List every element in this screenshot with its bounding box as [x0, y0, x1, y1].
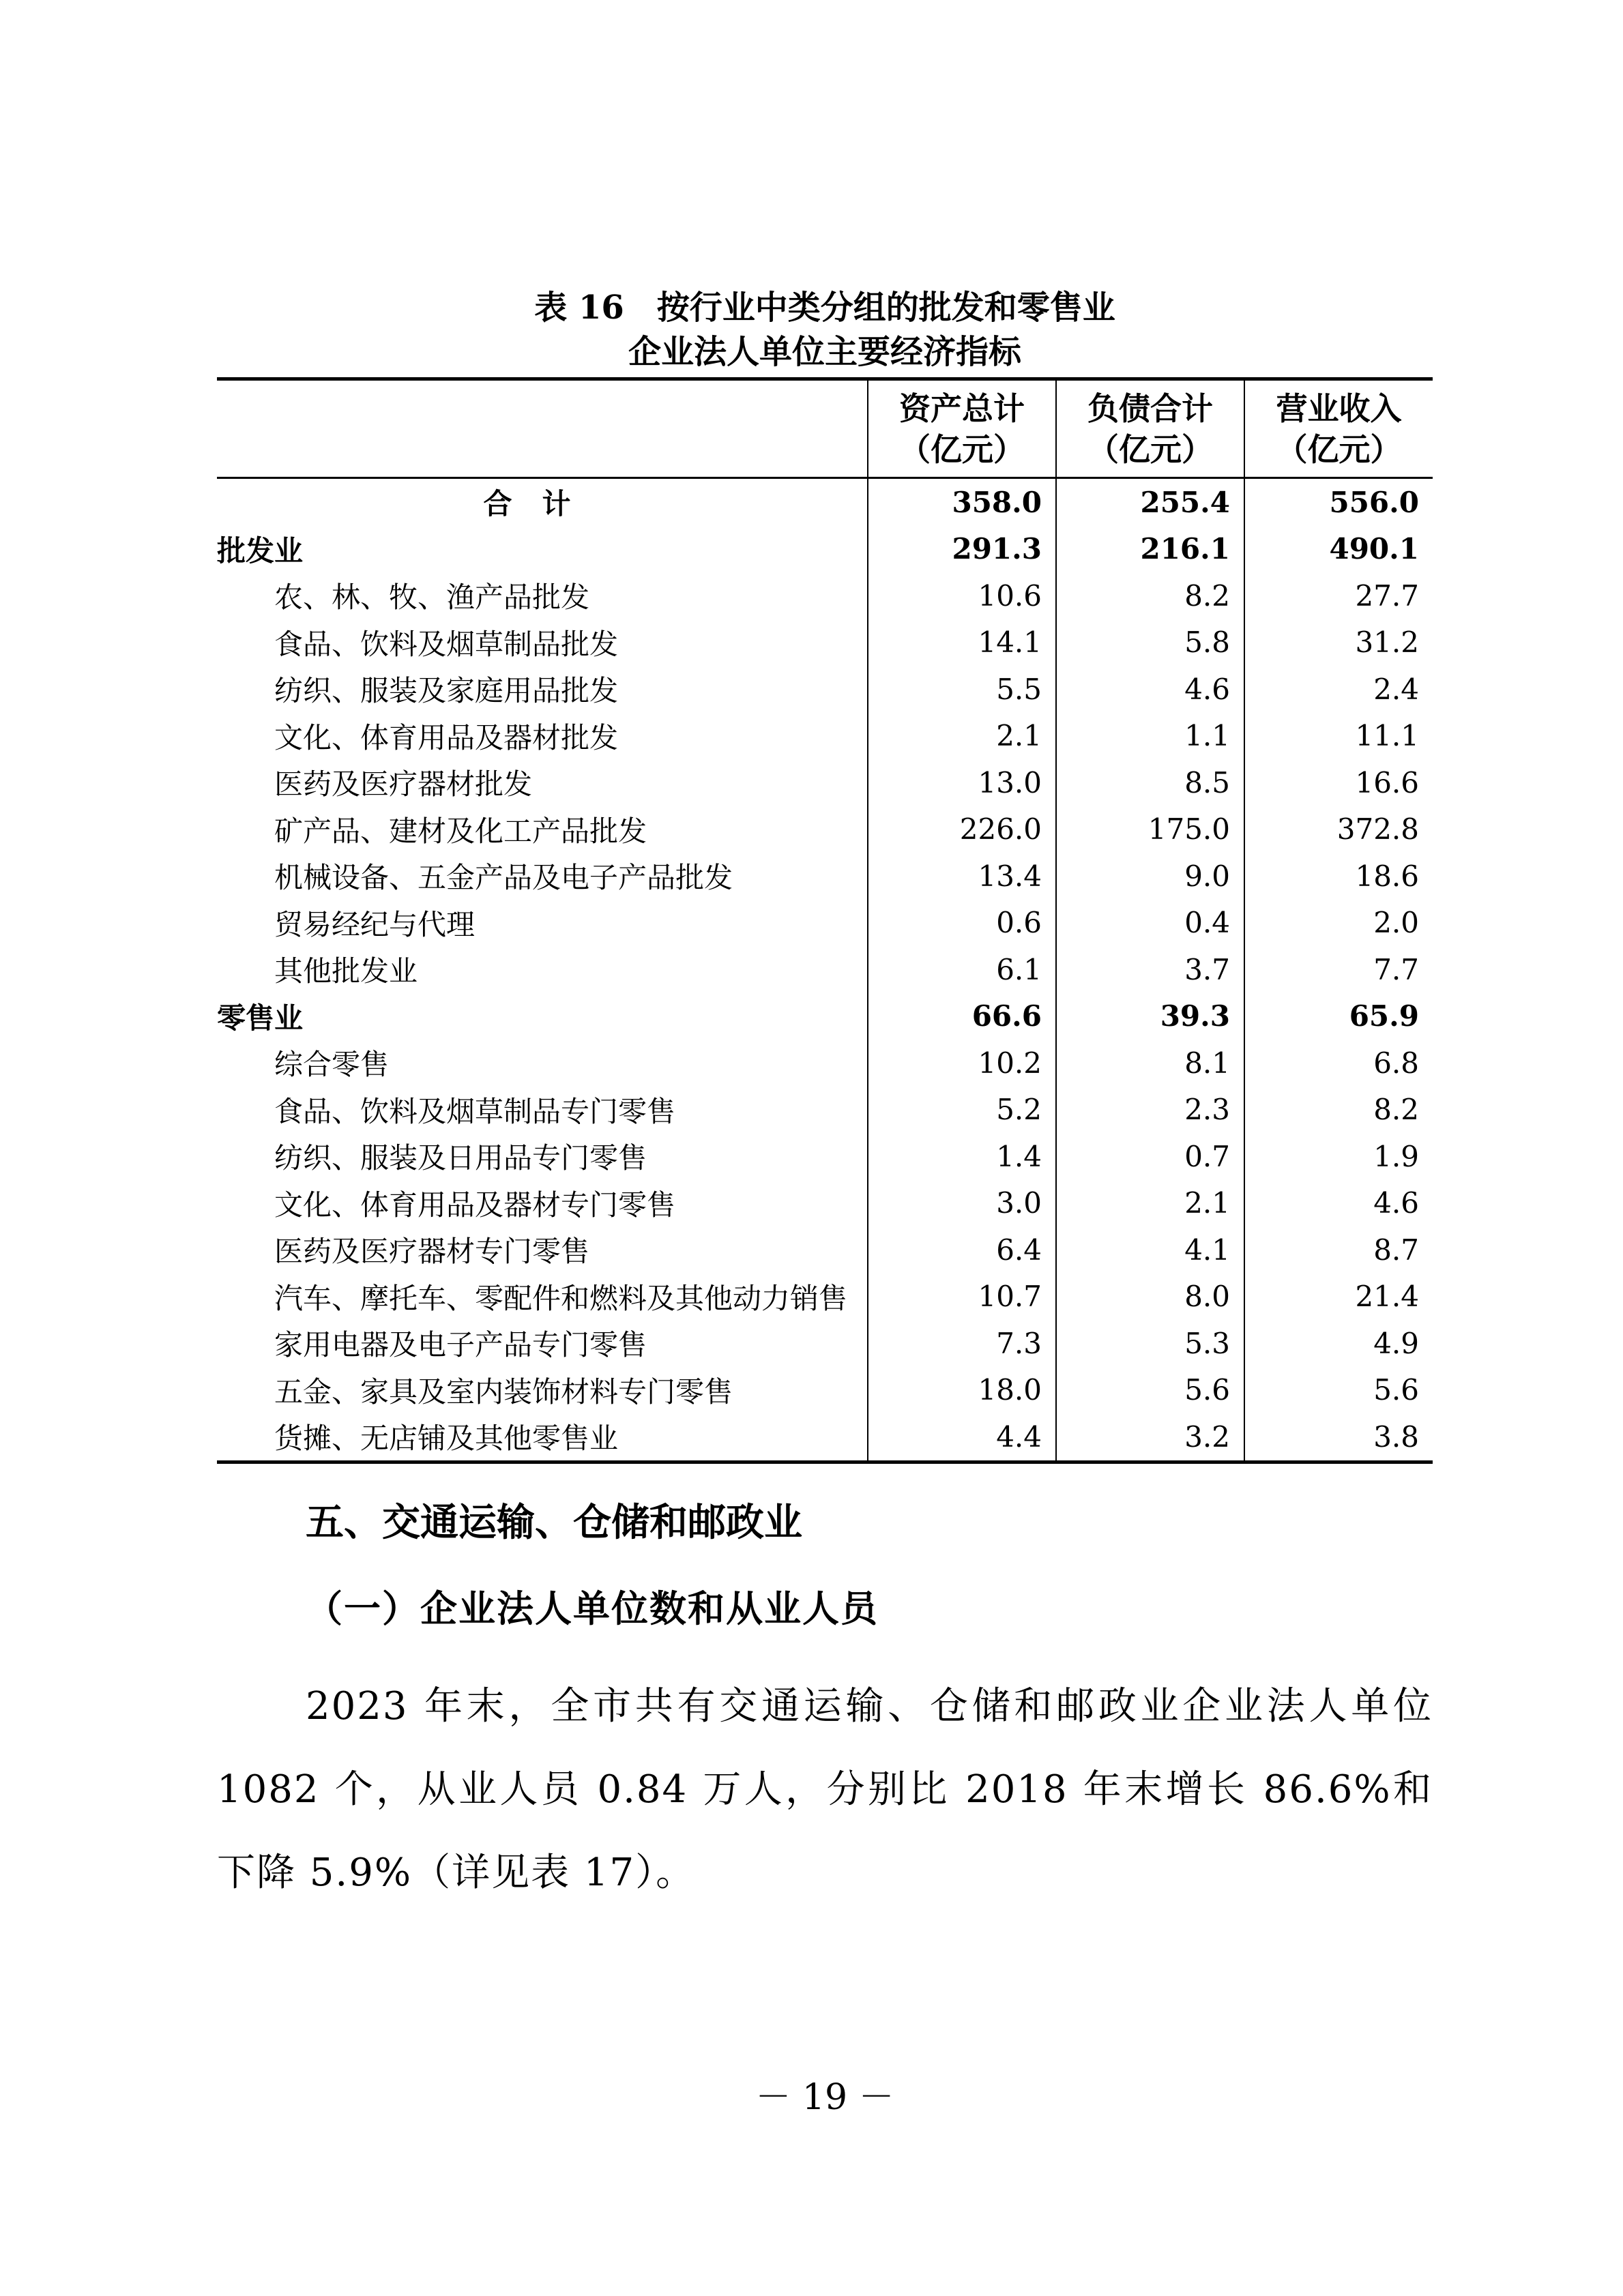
row-label: 五金、家具及室内装饰材料专门零售: [274, 1374, 733, 1409]
row-value: 0.6: [868, 900, 1056, 947]
row-value: 556.0: [1244, 478, 1433, 526]
row-label: 汽车、摩托车、零配件和燃料及其他动力销售: [274, 1281, 848, 1315]
row-value: 4.1: [1056, 1226, 1244, 1274]
row-value: 5.3: [1056, 1320, 1244, 1367]
row-value: 18.0: [868, 1367, 1056, 1414]
row-value: 2.1: [868, 713, 1056, 760]
body-paragraph: 2023 年末，全市共有交通运输、仓储和邮政业企业法人单位 1082 个，从业人员 0.84 万人，分别比 2018 年末增长 86.6%和下降 5.9%（详见表 17）。: [217, 1684, 1433, 1895]
row-value: 0.4: [1056, 900, 1244, 947]
row-value: 3.8: [1244, 1413, 1433, 1462]
row-value: 226.0: [868, 806, 1056, 853]
row-value: 3.0: [868, 1180, 1056, 1227]
row-value: 3.7: [1056, 946, 1244, 993]
row-label: 纺织、服装及家庭用品批发: [274, 674, 619, 708]
economic-indicators-table: [217, 377, 1433, 1464]
table-row: [217, 1087, 1433, 1134]
row-value: 1.9: [1244, 1133, 1433, 1180]
row-label: 医药及医疗器材批发: [274, 767, 533, 801]
row-value: 10.6: [868, 572, 1056, 619]
row-label: 批发业: [217, 533, 304, 568]
table-row: [217, 1413, 1433, 1462]
row-label: 文化、体育用品及器材批发: [274, 720, 619, 754]
row-value: 11.1: [1244, 713, 1433, 760]
row-label: 纺织、服装及日用品专门零售: [274, 1141, 647, 1175]
row-value: 291.3: [868, 526, 1056, 573]
row-value: 358.0: [868, 478, 1056, 526]
table-header-row: [217, 379, 1433, 478]
row-label: 贸易经纪与代理: [274, 907, 476, 941]
row-value: 10.2: [868, 1040, 1056, 1087]
row-value: 21.4: [1244, 1274, 1433, 1321]
row-value: 7.3: [868, 1320, 1056, 1367]
row-value: 16.6: [1244, 759, 1433, 806]
row-value: 8.0: [1056, 1274, 1244, 1321]
row-value: 65.9: [1244, 993, 1433, 1040]
row-value: 8.5: [1056, 759, 1244, 806]
row-value: 5.5: [868, 666, 1056, 713]
table-row: [217, 1367, 1433, 1414]
row-label: 货摊、无店铺及其他零售业: [217, 1413, 868, 1462]
table-row: [217, 946, 1433, 993]
category-row: [217, 526, 1433, 573]
row-value: 18.6: [1244, 853, 1433, 900]
table-row: [217, 1040, 1433, 1087]
row-value: 13.0: [868, 759, 1056, 806]
row-value: 13.4: [868, 853, 1056, 900]
table-row: [217, 1274, 1433, 1321]
row-value: 5.2: [868, 1087, 1056, 1134]
header-total-assets: [868, 379, 1056, 478]
row-value: 175.0: [1056, 806, 1244, 853]
header-label: 营业收入 （亿元）: [1276, 389, 1402, 468]
row-value: 1.4: [868, 1133, 1056, 1180]
row-value: 8.7: [1244, 1226, 1433, 1274]
row-value: 2.4: [1244, 666, 1433, 713]
row-value: 14.1: [868, 619, 1056, 666]
table-row: [217, 572, 1433, 619]
row-value: 2.3: [1056, 1087, 1244, 1134]
row-value: 490.1: [1244, 526, 1433, 573]
row-value: 31.2: [1244, 619, 1433, 666]
row-label: 综合零售: [274, 1048, 390, 1082]
table-body: [217, 478, 1433, 1462]
row-value: 255.4: [1056, 478, 1244, 526]
row-label: 矿产品、建材及化工产品批发: [274, 814, 647, 848]
row-value: 8.2: [1056, 572, 1244, 619]
header-blank-cell: [217, 379, 868, 478]
total-row: [217, 478, 1433, 526]
row-value: 3.2: [1056, 1413, 1244, 1462]
row-label: 家用电器及电子产品专门零售: [274, 1328, 647, 1362]
table-row: [217, 713, 1433, 760]
row-value: 6.4: [868, 1226, 1056, 1274]
row-value: 5.6: [1244, 1367, 1433, 1414]
table-title-line2: 企业法人单位主要经济指标: [628, 333, 1021, 371]
row-value: 8.2: [1244, 1087, 1433, 1134]
table-row: [217, 900, 1433, 947]
row-label: 合计: [483, 487, 601, 521]
table-row: [217, 759, 1433, 806]
row-value: 7.7: [1244, 946, 1433, 993]
table-row: [217, 1180, 1433, 1227]
table-row: [217, 1320, 1433, 1367]
row-value: 39.3: [1056, 993, 1244, 1040]
row-label: 其他批发业: [274, 954, 418, 988]
row-value: 4.6: [1244, 1180, 1433, 1227]
row-value: 372.8: [1244, 806, 1433, 853]
row-label: 食品、饮料及烟草制品批发: [274, 627, 619, 661]
table-title-line1: 表 16 按行业中类分组的批发和零售业: [534, 289, 1115, 327]
section-heading: 五、交通运输、仓储和邮政业: [306, 1500, 802, 1545]
row-value: 6.8: [1244, 1040, 1433, 1087]
row-value: 10.7: [868, 1274, 1056, 1321]
row-value: 0.7: [1056, 1133, 1244, 1180]
table-row: [217, 1226, 1433, 1274]
row-value: 27.7: [1244, 572, 1433, 619]
table-row: [217, 1133, 1433, 1180]
row-value: 2.0: [1244, 900, 1433, 947]
category-row: [217, 993, 1433, 1040]
row-value: 4.4: [868, 1413, 1056, 1462]
row-label: 零售业: [217, 1001, 304, 1035]
header-operating-revenue: [1244, 379, 1433, 478]
header-total-liabilities: [1056, 379, 1244, 478]
row-value: 6.1: [868, 946, 1056, 993]
row-value: 5.6: [1056, 1367, 1244, 1414]
row-value: 216.1: [1056, 526, 1244, 573]
row-label: 农、林、牧、渔产品批发: [274, 580, 590, 615]
row-label: 机械设备、五金产品及电子产品批发: [274, 861, 733, 895]
table-row: [217, 853, 1433, 900]
subsection-heading: （一）企业法人单位数和从业人员: [306, 1587, 879, 1630]
header-label: 负债合计 （亿元）: [1087, 389, 1213, 468]
table-row: [217, 806, 1433, 853]
row-value: 9.0: [1056, 853, 1244, 900]
row-value: 4.9: [1244, 1320, 1433, 1367]
table-row: [217, 619, 1433, 666]
row-value: 5.8: [1056, 619, 1244, 666]
row-value: 2.1: [1056, 1180, 1244, 1227]
row-value: 1.1: [1056, 713, 1244, 760]
row-value: 8.1: [1056, 1040, 1244, 1087]
row-value: 4.6: [1056, 666, 1244, 713]
row-label: 文化、体育用品及器材专门零售: [274, 1188, 676, 1222]
header-label: 资产总计 （亿元）: [899, 389, 1025, 468]
table-row: [217, 666, 1433, 713]
page-number: － 19 －: [755, 2077, 894, 2118]
row-label: 医药及医疗器材专门零售: [274, 1235, 590, 1269]
row-value: 66.6: [868, 993, 1056, 1040]
row-label: 食品、饮料及烟草制品专门零售: [274, 1094, 676, 1128]
